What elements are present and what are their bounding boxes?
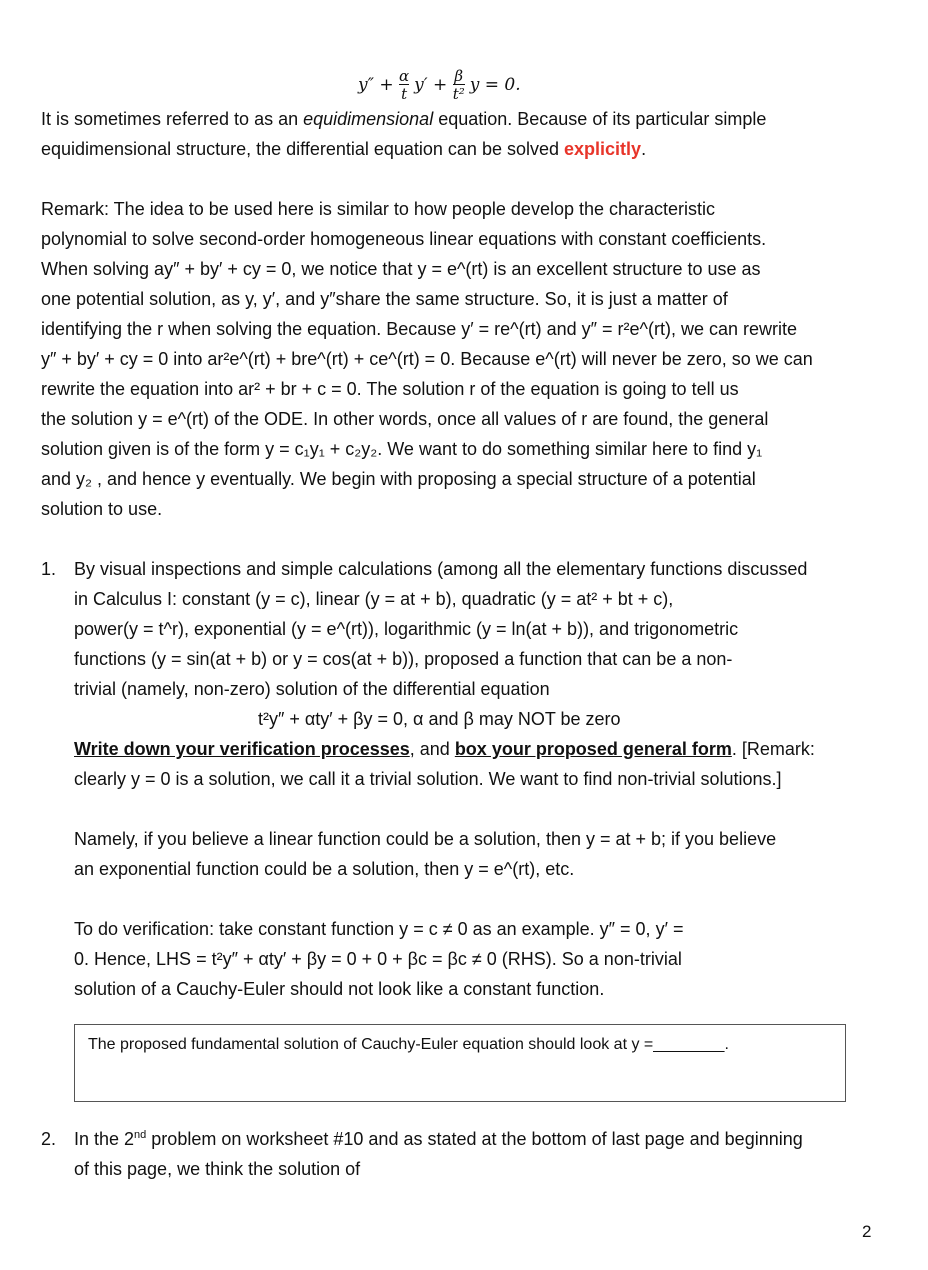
problem-2-number: 2. xyxy=(41,1129,57,1149)
problem1-line: in Calculus I: constant (y = c), linear (y = at + b), quadratic (y = at² + bt + c), xyxy=(74,589,674,609)
eq-part: y = 0. xyxy=(469,75,521,95)
remark-line: rewrite the equation into ar² + br + c = 0. The solution r of the equation is going to tell us xyxy=(41,379,739,399)
remark-line: When solving ay″ + by′ + cy = 0, we notice that y = e^(rt) is an excellent structure to use as xyxy=(41,259,761,279)
problem2-line-2: of this page, we think the solution of xyxy=(74,1159,361,1179)
text: problem on worksheet #10 and as stated at the bottom of last page and beginning xyxy=(146,1129,803,1149)
problem1-line: trivial (namely, non-zero) solution of the differential equation xyxy=(74,679,550,699)
frac-num: β xyxy=(454,67,464,86)
header-equation xyxy=(358,64,521,105)
problem1-line: functions (y = sin(at + b) or y = cos(at + b)), proposed a function that can be a non- xyxy=(74,649,733,669)
namely-line: Namely, if you believe a linear function could be a solution, then y = at + b; if you believe xyxy=(74,829,777,849)
emphasis-text: equidimensional xyxy=(303,109,434,129)
namely-line: an exponential function could be a solution, then y = e^(rt), etc. xyxy=(74,859,575,879)
problem1-line: By visual inspections and simple calculations (among all the elementary functions discussed xyxy=(74,559,808,579)
verify-line: To do verification: take constant function y = c ≠ 0 as an example. y″ = 0, y′ = xyxy=(74,919,684,939)
text: In the 2 xyxy=(74,1129,135,1149)
remark-trivial-line: clearly y = 0 is a solution, we call it a trivial solution. We want to find non-trivial solutions.] xyxy=(74,769,782,789)
text: . xyxy=(641,139,647,159)
remark-line: and y₂ , and hence y eventually. We begin with proposing a special structure of a potential xyxy=(41,469,756,489)
frac-den: t² xyxy=(452,85,465,104)
problem1-line: power(y = t^r), exponential (y = e^(rt)), logarithmic (y = ln(at + b)), and trigonometric xyxy=(74,619,739,639)
cauchy-euler-equation: t²y″ + αty′ + βy = 0, α and β may NOT be zero xyxy=(258,709,621,729)
remark-line: one potential solution, as y, y′, and y″share the same structure. So, it is just a matter of xyxy=(41,289,728,309)
instruction-box-form: box your proposed general form xyxy=(454,739,732,759)
remark-line: polynomial to solve second-order homogeneous linear equations with constant coefficients. xyxy=(41,229,767,249)
frac-den: t xyxy=(399,84,409,102)
verify-line: solution of a Cauchy-Euler should not look like a constant function. xyxy=(74,979,605,999)
highlight-explicitly: explicitly xyxy=(564,139,642,159)
text: . [Remark: xyxy=(731,739,815,759)
frac-num: α xyxy=(399,67,410,86)
answer-box[interactable] xyxy=(74,1024,846,1102)
remark-line: solution given is of the form y = c₁y₁ + c₂y₂. We want to do something similar here to find y₁ xyxy=(41,439,763,459)
remark-line: Remark: The idea to be used here is similar to how people develop the characteristic xyxy=(41,199,716,219)
remark-line: solution to use. xyxy=(41,499,163,519)
text: It is sometimes referred to as an xyxy=(41,109,304,129)
problem-1-number: 1. xyxy=(41,559,57,579)
remark-line: y″ + by′ + cy = 0 into ar²e^(rt) + bre^(rt) + ce^(rt) = 0. Because e^(rt) will never be zero, so we can xyxy=(41,349,813,369)
remark-line: identifying the r when solving the equation. Because y′ = re^(rt) and y″ = r²e^(rt), we can rewrite xyxy=(41,319,797,339)
text: , and xyxy=(409,739,455,759)
eq-part: y′ + xyxy=(414,75,453,95)
text: equidimensional structure, the differential equation can be solved xyxy=(41,139,565,159)
ordinal-suffix: nd xyxy=(134,1129,147,1141)
instruction-verification: Write down your verification processes xyxy=(74,739,410,759)
fraction-alpha-t xyxy=(399,68,409,102)
intro-line-1 xyxy=(41,108,766,130)
intro-line-2 xyxy=(41,138,646,160)
eq-part: y″ + xyxy=(358,75,400,95)
instruction-line xyxy=(74,738,815,760)
remark-line: the solution y = e^(rt) of the ODE. In other words, once all values of r are found, the general xyxy=(41,409,769,429)
answer-prompt: The proposed fundamental solution of Cauchy-Euler equation should look at y =________. xyxy=(88,1036,729,1053)
verify-line: 0. Hence, LHS = t²y″ + αty′ + βy = 0 + 0 + βc = βc ≠ 0 (RHS). So a non-trivial xyxy=(74,949,682,969)
fraction-beta-t2 xyxy=(453,68,465,102)
page-number: 2 xyxy=(862,1222,872,1241)
text: equation. Because of its particular simple xyxy=(433,109,767,129)
problem2-line-1 xyxy=(74,1128,803,1150)
